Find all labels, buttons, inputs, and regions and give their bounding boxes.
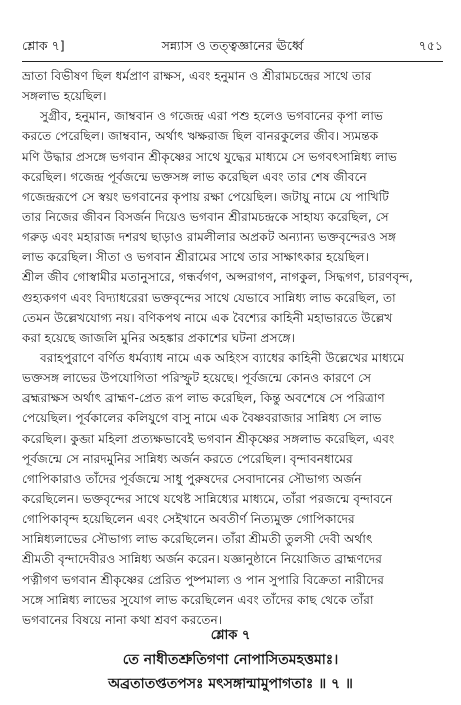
- text-line: গোপিকাবৃন্দ হয়েছিলেন এবং সেইখানে অবতীর্ণ নিত্যমুক্ত গোপিকাদের: [22, 512, 355, 527]
- text-line: ভক্তসঙ্গ লাভের উপযোগিতা পরিস্ফুট হয়েছে। পূর্বজন্মে কোনও কারণে সে: [22, 371, 372, 386]
- text-line: শ্রীমতী বৃন্দাদেবীরও সান্নিধ্য অর্জন করেন। যজ্ঞানুষ্ঠানে নিয়োজিত ব্রাহ্মণদের: [22, 552, 382, 567]
- text-line: ভ্রাতা বিভীষণ ছিল ধর্মপ্রাণ রাক্ষস, এবং হনুমান ও শ্রীরামচন্দ্রের সাথে তার: [22, 69, 372, 83]
- text-line: সঙ্গলাভ হয়েছিল।: [22, 89, 107, 104]
- page-header: [22, 38, 443, 58]
- verse-line-2: অব্রতাতপ্ততপসঃ মৎসঙ্গান্মামুপাগতাঃ ॥ ৭ ॥: [108, 676, 353, 692]
- text-line: করতে পেরেছিল। জাম্ববান, অর্থাৎ ঋক্ষরাজ ছিল বানরকুলের জীব। স্যমন্তক: [22, 129, 379, 144]
- verse-reference: শ্লোক ৭]: [22, 38, 65, 53]
- text-line: পত্নীগণ ভগবান শ্রীকৃষ্ণের প্রেরিত পুষ্পমাল্য ও পান সুপারি বিক্রেতা নারীদের: [22, 572, 384, 587]
- text-line: সঙ্গে সান্নিধ্য লাভের সুযোগ লাভ করেছিলেন এবং তাঁদের কাছ থেকে তাঁরা: [22, 592, 374, 607]
- verse-label: শ্লোক ৭: [210, 628, 251, 643]
- verse-line-1: তে নাধীতশ্রুতিগণা নোপাসিতমহত্তমাঃ।: [122, 652, 339, 668]
- text-line: লাভ করেছিল। সীতা ও ভগবান শ্রীরামের সাথে তার সাক্ষাৎকার হয়েছিল।: [22, 250, 369, 265]
- text-line: বরাহপুরাণে বর্ণিত ধর্মব্যাধ নামে এক অহিংস ব্যাধের কাহিনী উল্লেখের মাধ্যমে: [40, 350, 405, 365]
- page-number: ৭৫১: [418, 38, 443, 53]
- header-rule: [22, 61, 443, 62]
- text-line: মণি উদ্ধার প্রসঙ্গে ভগবান শ্রীকৃষ্ণের সাথে যুদ্ধের মাধ্যমে সে ভগবৎসান্নিধ্য লাভ: [22, 149, 397, 164]
- text-line: গজেন্দ্ররূপে সে স্বয়ং ভগবানের কৃপায় রক্ষা পেয়েছিল। জটায়ু নামে যে পাখিটি: [22, 189, 389, 204]
- text-line: গোপিকারাও তাঁদের পূর্বজন্মে সাধু পুরুষদের সেবাদানের সৌভাগ্য অর্জন: [22, 471, 362, 486]
- text-line: পূর্বজন্মে সে নারদমুনির সান্নিধ্য অর্জন করতে পেরেছিল। বৃন্দাবনধামের: [22, 451, 353, 466]
- text-line: করা হয়েছে জাজলি মুনির অহঙ্কার প্রকাশের ঘটনা প্রসঙ্গে।: [22, 330, 296, 345]
- text-line: করেছিল। কুব্জা মহিলা প্রত্যক্ষভাবেই ভগবান শ্রীকৃষ্ণের সঙ্গলাভ করেছিল, এবং: [22, 431, 395, 446]
- text-line: সান্নিধ্যলাভের সৌভাগ্য লাভ করেছিলেন। তাঁরা শ্রীমতী তুলসী দেবী অর্থাৎ: [22, 532, 373, 547]
- text-line: শ্রীল জীব গোস্বামীর মতানুসারে, গন্ধর্বগণ, অপ্সরাগণ, নাগকুল, সিদ্ধগণ, চারণবৃন্দ,: [22, 270, 413, 285]
- text-line: তেমন উল্লেখযোগ্য নয়। বণিকপথ নামে এক বৈশ্যের কাহিনী মহাভারতে উল্লেখ: [22, 310, 393, 325]
- text-line: গরুড় এবং মহারাজ দশরথ ছাড়াও রামলীলার অপ্রকট অন্যান্য ভক্তবৃন্দেরও সঙ্গ: [22, 230, 396, 245]
- text-line: তার নিজের জীবন বিসর্জন দিয়েও ভগবান শ্রীরামচন্দ্রকে সাহায্য করেছিল, সে: [22, 209, 389, 224]
- text-line: পেয়েছিল। পূর্বকালের কলিযুগে বাসু নামে এক বৈষ্ণবরাজার সান্নিধ্য সে লাভ: [22, 411, 382, 426]
- chapter-title: সন্ন্যাস ও তত্ত্বজ্ঞানের ঊর্ধ্বে: [161, 38, 304, 53]
- text-line: ব্রহ্মরাক্ষস অর্থাৎ ব্রাহ্মণ-প্রেত রূপ লাভ করেছিল, কিন্তু অবশেষে সে পরিত্রাণ: [22, 391, 385, 406]
- text-line: ভগবানের বিষয়ে নানা কথা শ্রবণ করতেন।: [22, 612, 223, 627]
- text-line: সুগ্রীব, হনুমান, জাম্ববান ও গজেন্দ্র এরা পশু হলেও ভগবানের কৃপা লাভ: [40, 109, 383, 124]
- text-line: করেছিলেন। ভক্তবৃন্দের সাথে যথেষ্ট সান্নিধ্যের মাধ্যমে, তাঁরা পরজন্মে বৃন্দাবনে: [22, 491, 393, 506]
- text-line: গুহ্যকগণ এবং বিদ্যাধরেরা ভক্তবৃন্দের সাথে যেভাবে সান্নিধ্য লাভ করেছিল, তা: [22, 290, 396, 305]
- purport-text: [22, 66, 445, 630]
- text-line: করেছিল। গজেন্দ্র পূর্বজন্মে ভক্তসঙ্গ লাভ করেছিল এবং তার শেষ জীবনে: [22, 169, 367, 184]
